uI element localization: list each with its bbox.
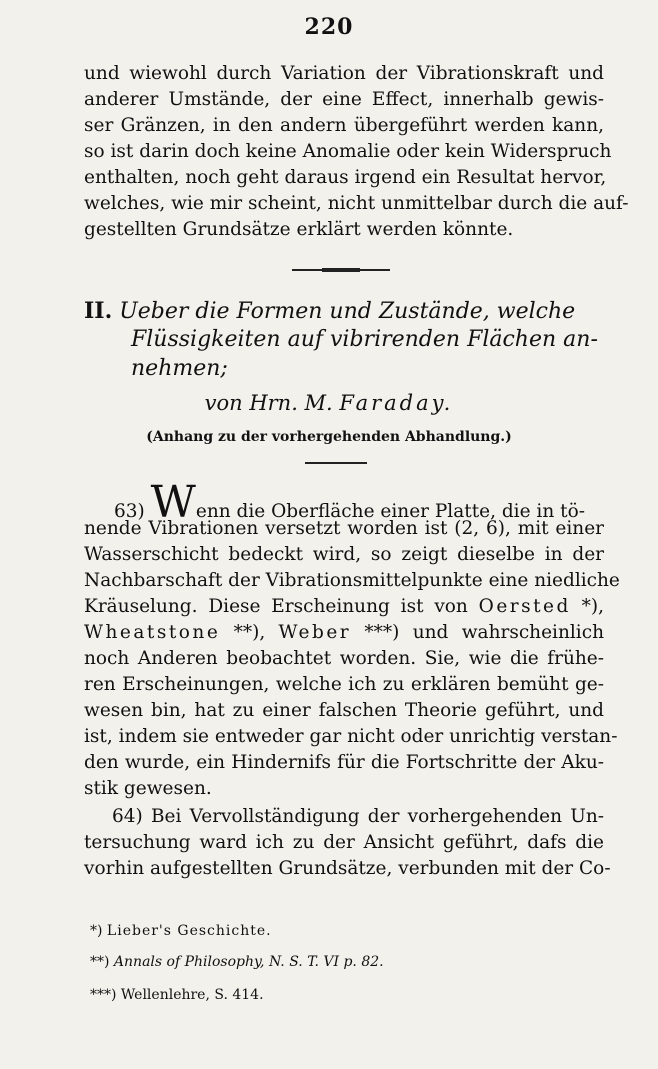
- paragraph-63-line: noch Anderen beobachtet worden. Sie, wie die frühe-: [84, 648, 604, 669]
- paragraph-63-line: Wasserschicht bedeckt wird, so zeigt dieselbe in der: [84, 544, 604, 565]
- line-text: *),: [570, 596, 605, 617]
- paragraph-64-line: vorhin aufgestellten Grundsätze, verbunden mit der Co-: [84, 858, 611, 879]
- intro-line: so ist darin doch keine Anomalie oder kein Widerspruch: [84, 141, 612, 162]
- paragraph-63-first-line: enn die Oberfläche einer Platte, die in tö-: [195, 501, 585, 522]
- footnote-text: Annals of Philosophy, N. S. T. VI p. 82.: [113, 954, 384, 970]
- paragraph-63-line: ist, indem sie entweder gar nicht oder unrichtig verstan-: [84, 726, 618, 747]
- paragraph-63-line-5: [84, 594, 604, 620]
- footnote-text: Wellenlehre, S. 414.: [120, 987, 264, 1003]
- line-text: ***) und wahrscheinlich: [351, 622, 604, 643]
- subtitle-separator: [305, 462, 367, 464]
- section-title-line-2: Flüssigkeiten auf vibrirenden Flächen an-: [131, 327, 598, 352]
- intro-line: gestellten Grundsätze erklärt werden könnte.: [84, 219, 514, 240]
- name-oersted: Oersted: [478, 596, 571, 617]
- paragraph-63-line: Nachbarschaft der Vibrationsmittelpunkte eine niedliche: [84, 570, 620, 591]
- section-subtitle: (Anhang zu der vorhergehenden Abhandlung.): [146, 429, 512, 445]
- paragraph-63-line: stik gewesen.: [84, 778, 212, 799]
- paragraph-64-line: 64) Bei Vervollständigung der vorhergehenden Un-: [112, 806, 604, 827]
- intro-line: enthalten, noch geht daraus irgend ein Resultat hervor,: [84, 167, 607, 188]
- line-text: **),: [220, 622, 279, 643]
- drop-cap: W: [150, 477, 196, 528]
- name-wheatstone: Wheatstone: [84, 622, 221, 643]
- author-prefix: von Hrn. M.: [204, 391, 340, 415]
- author-line: [0, 389, 658, 417]
- footnote-2: [90, 952, 384, 972]
- paragraph-63-line-6: [84, 620, 604, 646]
- line-text: Kräuselung. Diese Erscheinung ist von: [84, 596, 479, 617]
- name-weber: Weber: [278, 622, 352, 643]
- author-name: Faraday.: [339, 391, 454, 415]
- section-title-line-1: [84, 296, 575, 327]
- footnote-mark: ***): [90, 987, 121, 1003]
- section-title-text: Ueber die Formen und Zustände, welche: [119, 299, 576, 324]
- paragraph-63-line: wesen bin, hat zu einer falschen Theorie geführt, und: [84, 700, 604, 721]
- paragraph-63-line: ren Erscheinungen, welche ich zu erklären bemüht ge-: [84, 674, 604, 695]
- footnote-mark: **): [90, 954, 114, 970]
- paragraph-number: 63): [114, 501, 145, 522]
- intro-line: und wiewohl durch Variation der Vibrationskraft und: [84, 63, 604, 84]
- paragraph-63-line: nende Vibrationen versetzt worden ist (2, 6), mit einer: [84, 518, 604, 539]
- intro-line: anderer Umstände, der eine Effect, innerhalb gewis-: [84, 89, 604, 110]
- intro-line: welches, wie mir scheint, nicht unmittelbar durch die auf-: [84, 193, 629, 214]
- paragraph-63-line: den wurde, ein Hindernifs für die Fortschritte der Aku-: [84, 752, 604, 773]
- separator-center: [322, 268, 360, 272]
- footnote-text: Lieber's Geschichte.: [106, 923, 272, 939]
- section-title-line-3: nehmen;: [131, 356, 228, 381]
- footnote-mark: *): [90, 923, 107, 939]
- paragraph-64-line: tersuchung ward ich zu der Ansicht geführt, dafs die: [84, 832, 604, 853]
- page-number: 220: [304, 14, 354, 40]
- footnote-1: [90, 921, 272, 941]
- intro-line: ser Gränzen, in den andern übergeführt werden kann,: [84, 115, 604, 136]
- section-number: II.: [84, 298, 113, 324]
- footnote-3: [90, 985, 264, 1005]
